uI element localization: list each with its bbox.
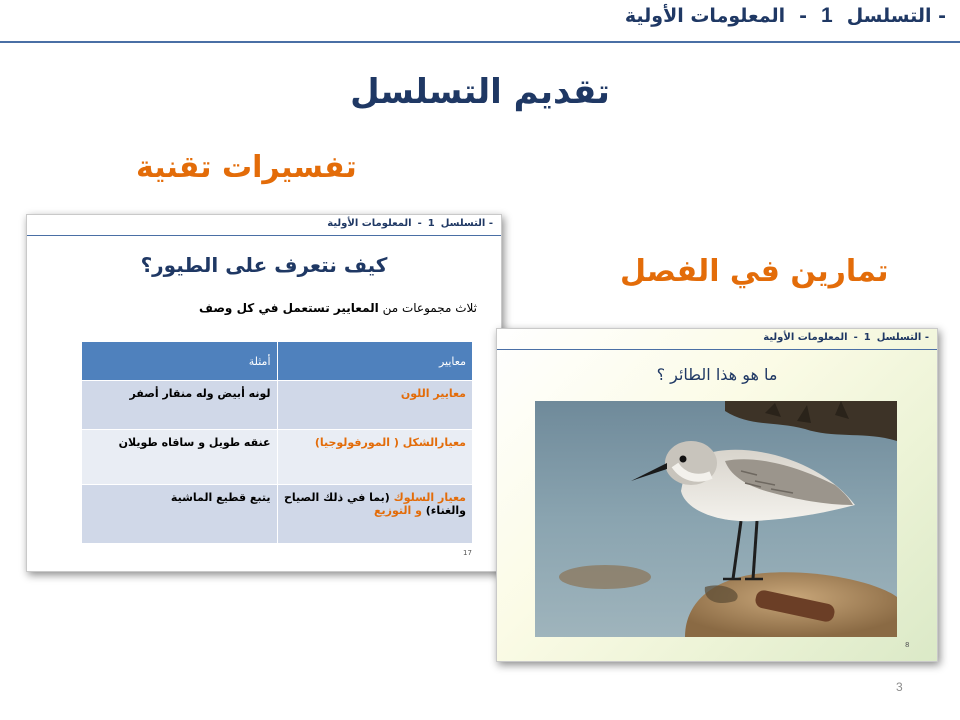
bird-question: ما هو هذا الطائر ؟ (656, 365, 778, 384)
criterion-behavior: معيار السلوك (393, 491, 466, 504)
thumb-header-dash: - (417, 218, 422, 229)
thumb-header-number: 1 (427, 218, 435, 229)
thumb-header (497, 329, 937, 349)
header-prefix: - التسلسل (846, 5, 946, 27)
slide-thumbnail-criteria[interactable] (26, 214, 502, 572)
thumb-header-divider (27, 235, 501, 236)
thumb-header-text (327, 218, 493, 229)
criterion-distribution: و التوزيع (374, 504, 422, 517)
table-row (82, 485, 473, 544)
table-cell-example: يتبع قطيع الماشية (82, 485, 278, 544)
slide-thumbnail-bird-question[interactable] (496, 328, 938, 662)
thumb-page-number: 8 (905, 641, 910, 649)
table-cell-example: لونه أبيض وله منقار أصفر (82, 381, 278, 430)
technical-explanations-label: تفسيرات تقنية (136, 150, 357, 185)
table-header-examples: أمثلة (82, 342, 278, 381)
small-rock (559, 565, 651, 589)
criterion-behavior-detail: (بما في ذلك الصياح والغناء) (283, 491, 466, 517)
thumb-header-section: المعلومات الأولية (327, 218, 412, 229)
table-cell-example: عنقه طويل و ساقاه طويلان (82, 430, 278, 485)
header-text (625, 4, 946, 28)
thumb-subtitle-part1: ثلاث مجموعات من (382, 301, 477, 315)
table-cell-criterion: معيارالشكل ( المورفولوجيا) (277, 430, 473, 485)
thumb-header-prefix: - التسلسل (440, 218, 493, 229)
header-number: 1 (821, 4, 833, 27)
thumb-header-divider (497, 349, 937, 350)
criteria-table (81, 341, 473, 544)
table-cell-criterion (277, 485, 473, 544)
thumb-header (27, 215, 501, 235)
thumb-subtitle (199, 301, 477, 315)
thumb-title: كيف نتعرف على الطيور؟ (140, 253, 388, 277)
header-section: المعلومات الأولية (624, 5, 786, 27)
thumb-header-section: المعلومات الأولية (763, 332, 848, 343)
page-number: 3 (896, 680, 903, 694)
table-cell-criterion: معايير اللون (277, 381, 473, 430)
slide-header (0, 0, 960, 44)
table-row (82, 381, 473, 430)
thumb-header-prefix: - التسلسل (876, 332, 929, 343)
slide-title: تقديم التسلسل (350, 72, 610, 112)
thumb-page-number: 17 (463, 549, 472, 557)
classroom-exercises-label: تمارين في الفصل (620, 254, 889, 289)
table-header-criteria: معايير (277, 342, 473, 381)
thumb-subtitle-part2: المعايير تستعمل في كل وصف (199, 301, 379, 315)
table-row (82, 430, 473, 485)
header-dash: - (799, 5, 808, 27)
sanderling-bird-photo (535, 401, 897, 637)
table-header-row (82, 342, 473, 381)
thumb-header-text (763, 332, 929, 343)
header-divider (0, 41, 960, 43)
thumb-header-number: 1 (863, 332, 871, 343)
thumb-header-dash: - (853, 332, 858, 343)
